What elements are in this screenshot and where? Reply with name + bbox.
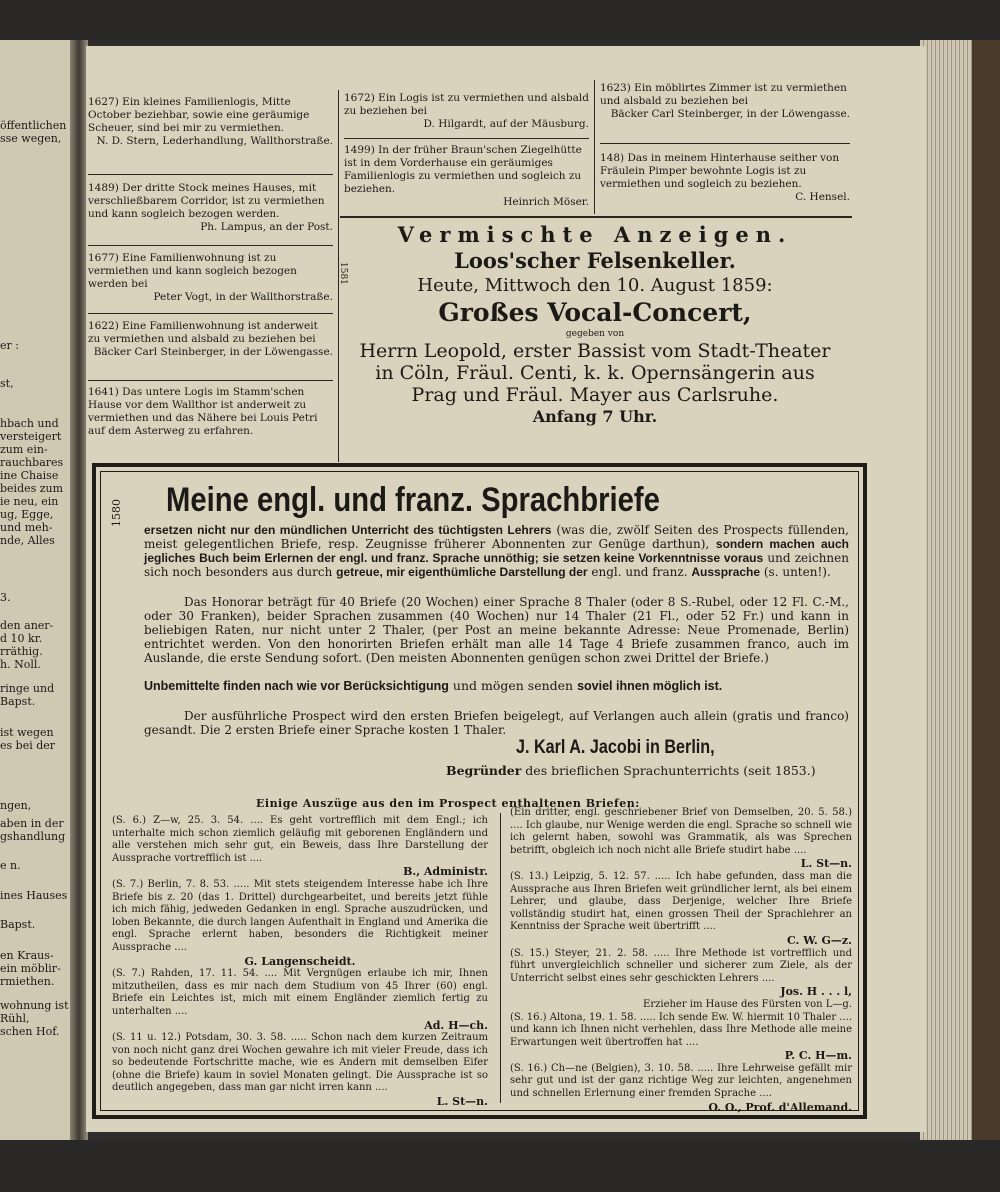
scan-background-bottom	[0, 1140, 1000, 1192]
divider	[88, 245, 333, 246]
text: und mögen senden	[452, 678, 574, 693]
excerpt-signature: G. Langenscheidt.	[244, 954, 356, 968]
left-page-text-fragment: er :	[0, 339, 19, 352]
ad-signature: Heinrich Möser.	[503, 196, 589, 208]
left-page-text-fragment: st,	[0, 377, 14, 390]
divider	[600, 143, 850, 144]
excerpt-signature: L. St—n.	[436, 1095, 488, 1109]
page-edges	[920, 40, 980, 1140]
section-divider	[340, 216, 852, 218]
left-page-text-fragment: es bei der	[0, 739, 56, 752]
left-page-text-fragment: ngen,	[0, 799, 32, 812]
concert-venue: Loos'scher Felsenkeller.	[454, 248, 736, 273]
ad-1622	[88, 320, 333, 359]
ad-text: 1489) Der dritte Stock meines Hauses, mit verschließbarem Corridor, ist zu vermiethen und kann sogleich bezogen werden.	[88, 182, 325, 220]
excerpts-left-column	[112, 815, 488, 1109]
left-page-text-fragment: e n.	[0, 859, 21, 872]
left-page-text-fragment: ug, Egge,	[0, 508, 54, 521]
left-page-text-fragment: Bapst.	[0, 695, 36, 708]
left-page-text-fragment: sse wegen,	[0, 132, 62, 145]
ad-signature: Bäcker Carl Steinberger, in der Löwengasse.	[610, 108, 850, 120]
left-page-text-fragment: ringe und	[0, 682, 55, 695]
bold-text: Aussprache	[691, 565, 761, 579]
excerpt-signature-detail: Erzieher im Hause des Fürsten von L—g.	[643, 998, 852, 1010]
bold-text: soviel ihnen möglich ist.	[577, 679, 723, 693]
bold-text: getreue, mir eigenthümliche Darstellung der	[336, 565, 588, 579]
ad-founder-line	[446, 763, 816, 778]
left-page-text-fragment: versteigert	[0, 430, 62, 443]
ad-paragraph-3	[144, 679, 849, 693]
bold-text: sondern machen auch jegliches Buch beim Erlernen der engl. und franz. Sprache unnöthig; sie setzen keine Vorkenntnisse voraus	[144, 537, 849, 565]
divider	[344, 138, 589, 139]
ad-text: 1623) Ein möblirtes Zimmer ist zu vermiethen und alsbald zu beziehen bei	[600, 82, 847, 107]
ad-1672	[344, 92, 589, 131]
left-page-text-fragment: aben in der	[0, 817, 64, 830]
excerpt-text: (S. 16.) Altona, 19. 1. 58. ..... Ich sende Ew. W. hiermit 10 Thaler .... und kann ich Ihnen nicht verhehlen, dass Ihre Methode alle meine Erwartungen weit übertroffen hat ....	[510, 1011, 852, 1048]
ad-1499	[344, 144, 589, 209]
sprachbriefe-ad	[92, 463, 867, 1119]
bold-text: Unbemittelte finden nach wie vor Berücksichtigung	[144, 679, 449, 693]
left-page-text-fragment: zum ein-	[0, 443, 48, 456]
left-page-text-fragment: d 10 kr.	[0, 632, 43, 645]
ad-signature: Ph. Lampus, an der Post.	[200, 221, 333, 233]
ad-title: Meine engl. und franz. Sprachbriefe	[166, 481, 660, 519]
excerpt-signature: L. St—n.	[800, 857, 852, 871]
left-page-text-fragment: ie neu, ein	[0, 495, 59, 508]
excerpt-signature: Jos. H . . . l,	[780, 985, 852, 999]
excerpt-text: (S. 16.) Ch—ne (Belgien), 3. 10. 58. ..... Ihre Lehrweise gefällt mir sehr gut und ist der ganz richtige Weg zur leichten, angenehmen und schnellen Erlernung einer fremden Sprache ....	[510, 1062, 852, 1100]
concert-date: Heute, Mittwoch den 10. August 1859:	[417, 275, 773, 296]
left-page-text-fragment: ine Chaise	[0, 469, 59, 482]
ad-text: 148) Das in meinem Hinterhause seither von Fräulein Pimper bewohnte Logis ist zu vermiethen und sogleich zu beziehen.	[600, 152, 840, 190]
ad-paragraph-1	[144, 523, 849, 579]
left-page-text-fragment: rmiethen.	[0, 975, 55, 988]
concert-performers: Prag und Fräul. Mayer aus Carlsruhe.	[411, 384, 779, 406]
excerpt-signature: P. C. H—m.	[784, 1049, 852, 1063]
concert-ad	[340, 222, 850, 428]
excerpt-signature: Ad. H—ch.	[424, 1018, 488, 1032]
left-page-text-fragment: wohnung ist	[0, 999, 69, 1012]
ad-paragraph-4: Der ausführliche Prospect wird den ersten Briefen beigelegt, auf Verlangen auch allein (gratis und franco) gesandt. Die 2 ersten Briefe einer Sprache kosten 1 Thaler.	[144, 709, 849, 737]
left-page-text-fragment: 3.	[0, 591, 11, 604]
left-page-text-fragment: rauchbares	[0, 456, 64, 469]
ad-text: 1622) Eine Familienwohnung ist anderweit zu vermiethen und alsbald zu beziehen bei	[88, 320, 318, 345]
section-heading: Vermischte Anzeigen.	[397, 222, 793, 247]
ad-1627	[88, 96, 333, 148]
text: engl. und franz.	[591, 565, 688, 579]
divider	[88, 313, 333, 314]
excerpts-right-column	[510, 807, 852, 1114]
ad-signature: D. Hilgardt, auf der Mäusburg.	[423, 118, 589, 130]
concert-performers: in Cöln, Fräul. Centi, k. k. Opernsängerin aus	[375, 362, 815, 384]
book-cover	[972, 40, 1000, 1140]
left-page-text-fragment: Bapst.	[0, 918, 36, 931]
excerpt-signature: C. W. G—z.	[787, 933, 852, 947]
ad-text: 1627) Ein kleines Familienlogis, Mitte October beziehbar, sowie eine geräumige Scheuer, sind bei mir zu vermiethen.	[88, 96, 310, 134]
excerpt-signature: B., Administr.	[403, 865, 488, 879]
bold-text: Begründer	[446, 763, 522, 778]
excerpt-text: (S. 7.) Berlin, 7. 8. 53. ..... Mit stets steigendem Interesse habe ich Ihre Briefe bis z. 20 (das 1. Drittel) durchgearbeitet, und bereits jetzt fühle ich mich fähig, jedweden Gedanken in engl. Sprache auszudrücken, und loben Bekannte, die durch langen Aufenthalt in England und Amerika die engl. Sprache erlernt haben, besonders die Richtigkeit meiner Aussprache ....	[112, 878, 488, 953]
text: des brieflichen Sprachunterrichts (seit 1853.)	[525, 763, 816, 778]
text: (was die, zwölf Seiten des Prospects füllenden, meist gelegentlichen Briefe, resp. Zeugnisse früherer Abonnenten zur Genüge darthun),	[144, 523, 849, 551]
left-page-text-fragment: hbach und	[0, 417, 59, 430]
ad-1489	[88, 182, 333, 234]
left-page-text-fragment: beides zum	[0, 482, 64, 495]
ad-148	[600, 152, 850, 204]
ad-1677	[88, 252, 333, 304]
ad-signature: Bäcker Carl Steinberger, in der Löwengasse.	[93, 346, 333, 358]
ad-text: 1677) Eine Familienwohnung ist zu vermiethen und kann sogleich bezogen werden bei	[88, 252, 297, 290]
left-page-text-fragment: ist wegen	[0, 726, 54, 739]
column-rule	[594, 80, 595, 214]
concert-start-time: Anfang 7 Uhr.	[532, 407, 658, 426]
bold-text: ersetzen nicht nur den mündlichen Unterricht des tüchtigsten Lehrers	[144, 523, 552, 537]
divider	[88, 380, 333, 381]
excerpt-text: (S. 11 u. 12.) Potsdam, 30. 3. 58. ..... Schon nach dem kurzen Zeitraum von noch nicht ganz drei Wochen gewahre ich mit vieler Freude, dass ich so bedeutende Fortschritte mache, wie es Andern mit demselben Eifer (ohne die Briefe) kaum in soviel Monaten gelingt. Die Aussprache ist so deutlich angegeben, dass man gar nicht irren kann ....	[112, 1032, 488, 1094]
excerpt-text: (S. 7.) Rahden, 17. 11. 54. .... Mit Vergnügen erlaube ich mir, Ihnen mitzutheilen, dass es mir nach dem Studium von 45 Ihrer (60) engl. Briefe ein Leichtes ist, mich mit einem Engländer ziemlich fertig zu unterhalten ....	[112, 968, 488, 1017]
ad-number: 1581	[338, 262, 348, 285]
concert-title: Großes Vocal-Concert,	[438, 298, 752, 327]
excerpt-text: (Ein dritter, engl. geschriebener Brief von Demselben, 20. 5. 58.) .... Ich glaube, nur Wenige werden die engl. Sprache so schnell wie ich gelernt haben, sowohl was Grammatik, als was Sprechen betrifft, obgleich ich noch nicht alle Briefe studirt habe ....	[510, 807, 852, 856]
excerpt-text: (S. 13.) Leipzig, 5. 12. 57. ..... Ich habe gefunden, dass man die Aussprache aus Ihren Briefen weit gründlicher lernt, als bei einem Lehrer, und glaube, dass Derjenige, welcher Ihre Briefe vollständig studirt hat, einen grossen Theil der Sprachlehrer an Kenntniss der Sprache weit übertrifft ....	[510, 870, 852, 933]
left-page-text-fragment: nde, Alles	[0, 534, 55, 547]
ad-paragraph-2: Das Honorar beträgt für 40 Briefe (20 Wochen) einer Sprache 8 Thaler (oder 8 S.-Rubel, oder 12 Fl. C.-M., oder 30 Franken), beider Sprachen zusammen (40 Wochen) nur 14 Thaler (21 Fl., oder 52 Fr.) und kann in beliebigen Raten, nur nicht unter 2 Thaler, (per Post an meine bekannte Adresse: Neue Promenade, Berlin) entrichtet werden. Von den honorirten Briefen erhält man alle 14 Tage 4 Briefe zusammen franco, auch im Auslande, die erste Sendung sofort. (Den meisten Abonnenten genügen schon zwei Drittel der Briefe.)	[144, 595, 849, 665]
ad-text: 1499) In der früher Braun'schen Ziegelhütte ist in dem Vorderhause ein geräumiges Familienlogis zu vermiethen und sogleich zu beziehen.	[344, 144, 582, 195]
ad-signature: C. Hensel.	[795, 191, 850, 203]
divider	[88, 174, 333, 175]
text: (s. unten!).	[763, 565, 831, 579]
scan-background-top	[0, 0, 1000, 40]
ad-signature: Peter Vogt, in der Wallthorstraße.	[153, 291, 333, 303]
ad-signature: J. Karl A. Jacobi in Berlin,	[516, 737, 715, 758]
excerpt-text: (S. 6.) Z—w, 25. 3. 54. .... Es geht vortrefflich mit dem Engl.; ich unterhalte mich schon ziemlich geläufig mit geborenen Engländern und alle verstehen mich sehr gut, ein Beweis, dass Ihre Darstellung der Aussprache vortrefflich ist ....	[112, 815, 488, 864]
ad-text: 1672) Ein Logis ist zu vermiethen und alsbald zu beziehen bei	[344, 92, 589, 117]
excerpts-heading: Einige Auszüge aus den im Prospect enthaltenen Briefen:	[256, 797, 640, 810]
ad-text: 1641) Das untere Logis im Stamm'schen Hause vor dem Wallthor ist anderweit zu vermiethen und das Nähere bei Louis Petri auf dem Asterweg zu erfahren.	[88, 386, 318, 437]
left-page-text-fragment: en Kraus-	[0, 949, 54, 962]
left-page-fragment	[0, 40, 78, 1140]
excerpt-text: (S. 15.) Steyer, 21. 2. 58. ..... Ihre Methode ist vortrefflich und führt unvergleichlich schneller und sicherer zum Ziele, als der Unterricht selbst eines sehr geschickten Lehrers ....	[510, 947, 852, 984]
left-page-text-fragment: ines Hauses	[0, 889, 68, 902]
concert-performers: Herrn Leopold, erster Bassist vom Stadt-Theater	[359, 340, 831, 362]
left-page-text-fragment: gshandlung	[0, 830, 66, 843]
left-page-text-fragment: h. Noll.	[0, 658, 41, 671]
concert-given-by: gegeben von	[565, 329, 625, 339]
ad-1623	[600, 82, 850, 121]
column-rule	[500, 813, 501, 1103]
text: und zeichnen sich noch besonders aus durch	[144, 551, 849, 579]
excerpt-signature: O. O., Prof. d'Allemand.	[708, 1100, 852, 1114]
ad-1641	[88, 386, 333, 438]
left-page-text-fragment: und meh-	[0, 521, 53, 534]
left-page-text-fragment: den aner-	[0, 619, 54, 632]
ad-signature: N. D. Stern, Lederhandlung, Wallthorstraße.	[96, 135, 333, 147]
left-page-text-fragment: schen Hof.	[0, 1025, 60, 1038]
left-page-text-fragment: ein möblir-	[0, 962, 61, 975]
ad-number: 1580	[110, 499, 123, 527]
left-page-text-fragment: Rühl,	[0, 1012, 30, 1025]
left-page-text-fragment: öffentlichen	[0, 119, 67, 132]
left-page-text-fragment: rräthig.	[0, 645, 43, 658]
